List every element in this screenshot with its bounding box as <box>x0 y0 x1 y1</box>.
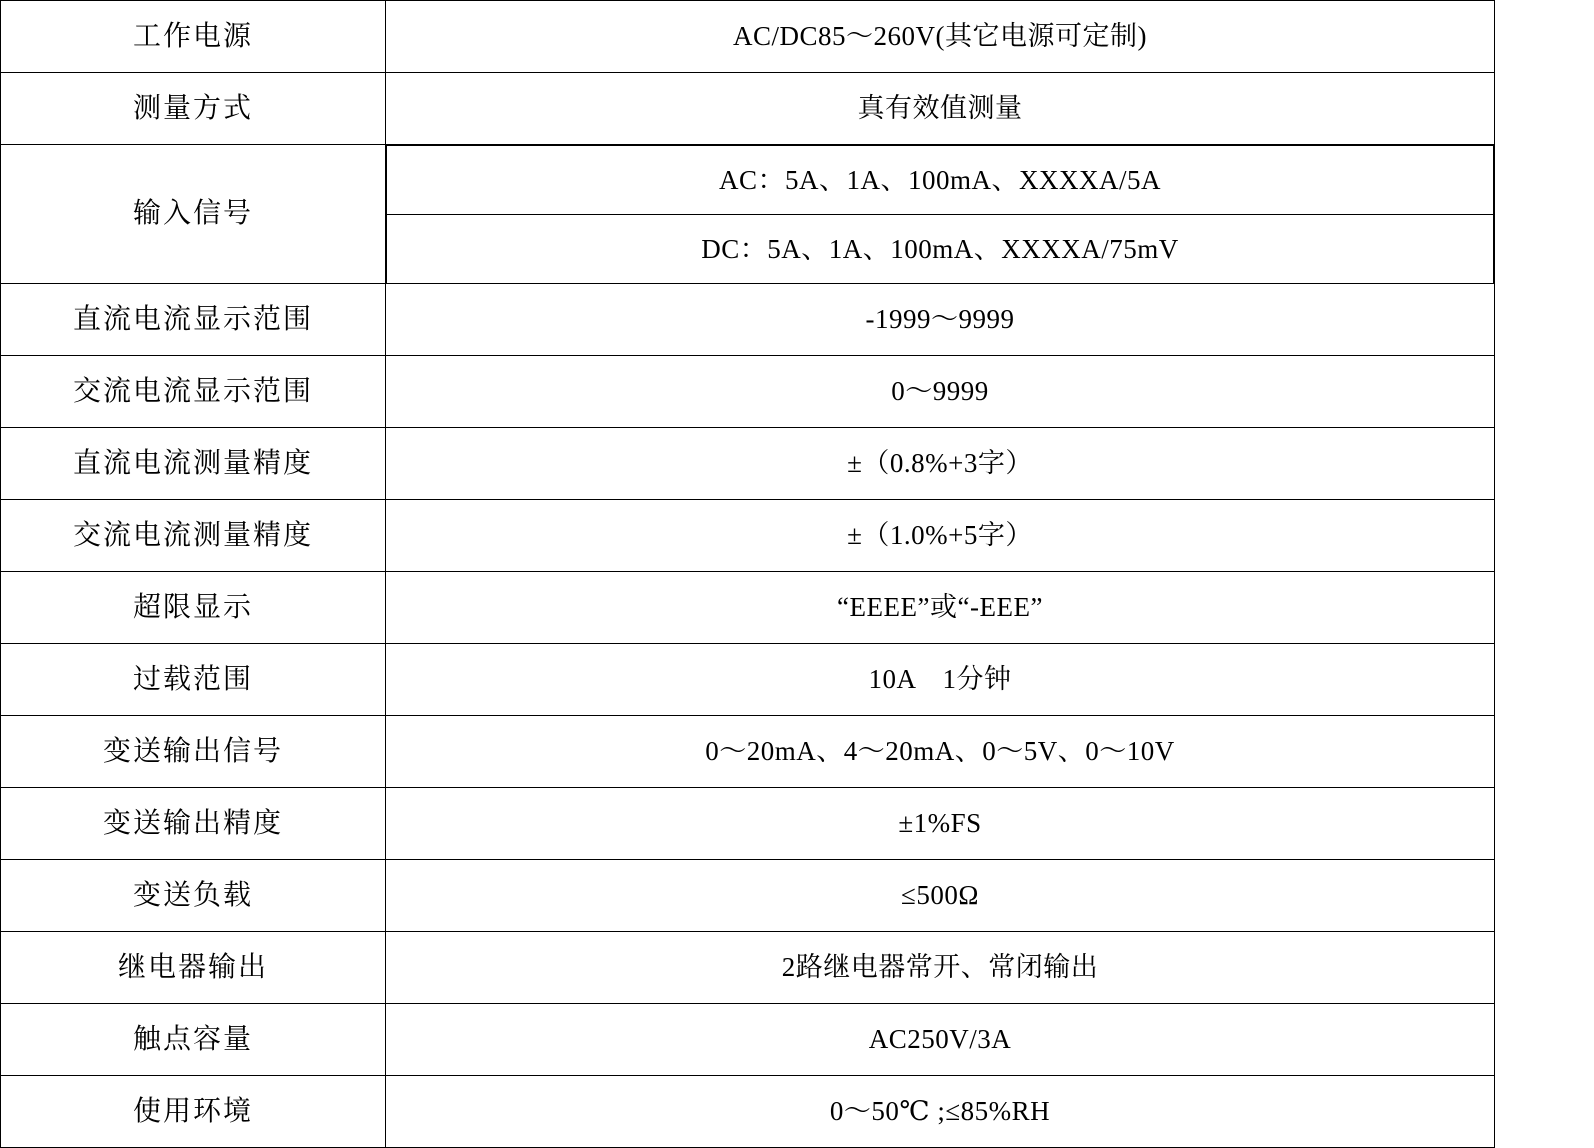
row-label: 变送输出信号 <box>1 716 386 788</box>
row-label: 直流电流显示范围 <box>1 284 386 356</box>
table-row <box>1 644 1495 716</box>
row-value-group <box>386 145 1495 284</box>
row-value: AC：5A、1A、100mA、XXXXA/5A <box>387 146 1494 215</box>
table-row <box>1 716 1495 788</box>
row-value: 2路继电器常开、常闭输出 <box>386 932 1495 1004</box>
row-value: AC250V/3A <box>386 1004 1495 1076</box>
row-label: 继电器输出 <box>1 932 386 1004</box>
row-value: -1999～9999 <box>386 284 1495 356</box>
table-row <box>1 145 1495 284</box>
table-row <box>1 788 1495 860</box>
row-label: 工作电源 <box>1 1 386 73</box>
table-row <box>1 356 1495 428</box>
row-value: ±（0.8%+3字） <box>386 428 1495 500</box>
row-value: DC：5A、1A、100mA、XXXXA/75mV <box>387 215 1494 284</box>
table-row <box>1 572 1495 644</box>
input-signal-subtable <box>386 145 1494 283</box>
row-value: ±1%FS <box>386 788 1495 860</box>
row-label: 使用环境 <box>1 1076 386 1148</box>
table-row <box>1 73 1495 145</box>
table-row <box>1 932 1495 1004</box>
table-row <box>1 500 1495 572</box>
row-value: ±（1.0%+5字） <box>386 500 1495 572</box>
row-label: 超限显示 <box>1 572 386 644</box>
table-row <box>1 1076 1495 1148</box>
table-subrow <box>387 146 1494 215</box>
row-value: AC/DC85～260V(其它电源可定制) <box>386 1 1495 73</box>
row-value: 10A 1分钟 <box>386 644 1495 716</box>
row-value: 真有效值测量 <box>386 73 1495 145</box>
table-subrow <box>387 215 1494 284</box>
row-label: 交流电流测量精度 <box>1 500 386 572</box>
row-label: 输入信号 <box>1 145 386 284</box>
row-label: 过载范围 <box>1 644 386 716</box>
row-label: 直流电流测量精度 <box>1 428 386 500</box>
table-row <box>1 428 1495 500</box>
row-label: 测量方式 <box>1 73 386 145</box>
row-value: 0～20mA、4～20mA、0～5V、0～10V <box>386 716 1495 788</box>
row-value: 0～9999 <box>386 356 1495 428</box>
table-row <box>1 284 1495 356</box>
row-label: 变送负载 <box>1 860 386 932</box>
row-value: “EEEE”或“-EEE” <box>386 572 1495 644</box>
row-label: 触点容量 <box>1 1004 386 1076</box>
row-label: 变送输出精度 <box>1 788 386 860</box>
row-value: ≤500Ω <box>386 860 1495 932</box>
table-row <box>1 1004 1495 1076</box>
table-row <box>1 1 1495 73</box>
table-row <box>1 860 1495 932</box>
row-value: 0～50℃ ;≤85%RH <box>386 1076 1495 1148</box>
row-label: 交流电流显示范围 <box>1 356 386 428</box>
